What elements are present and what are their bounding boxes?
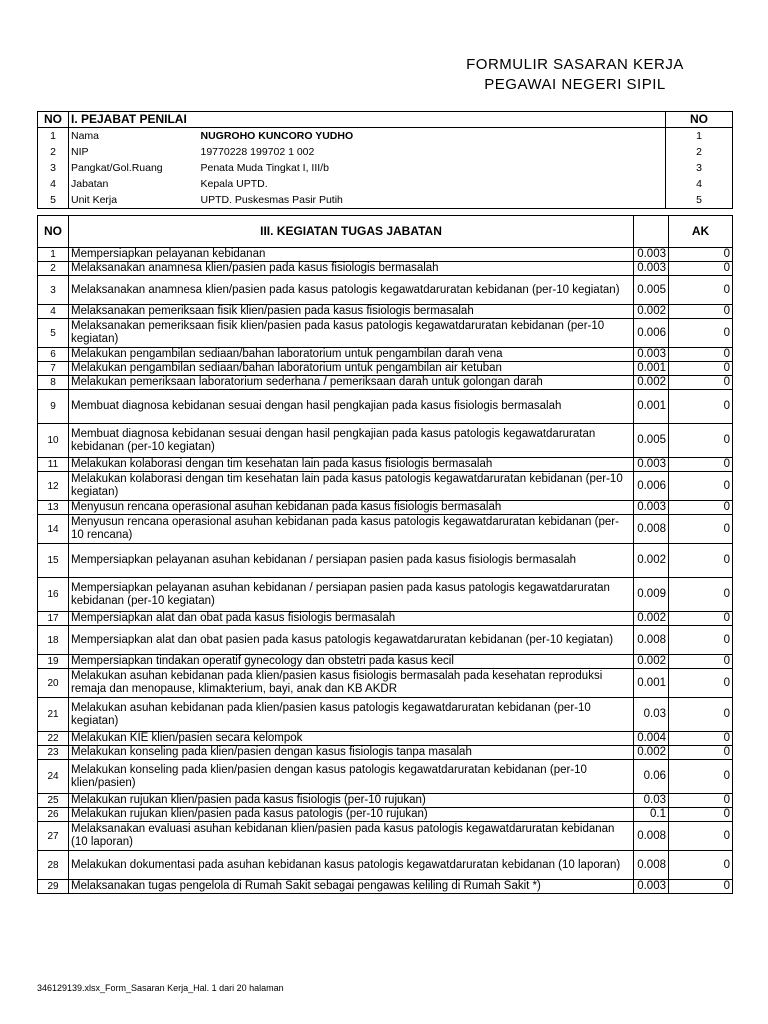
row-no: 21 xyxy=(38,698,69,732)
activity-text: Melakukan asuhan kebidanan pada klien/pasien kasus fisiologis bermasalah pada kesehatan reproduksi remaja dan menopause, klimakterium, bayi, anak dan KB AKDR xyxy=(69,669,634,698)
activity-text: Melaksanakan evaluasi asuhan kebidanan klien/pasien pada kasus patologis kegawatdaruratan kebidanan (10 laporan) xyxy=(69,822,634,851)
table-row xyxy=(38,544,733,578)
ak-total: 0 xyxy=(669,880,733,894)
no-header: NO xyxy=(38,112,69,128)
activity-text: Melakukan kolaborasi dengan tim kesehatan lain pada kasus patologis kegawatdaruratan kebidanan (per-10 kegiatan) xyxy=(69,472,634,501)
table-row xyxy=(38,390,733,424)
row-no: 9 xyxy=(38,390,69,424)
table-row xyxy=(38,144,733,160)
table-row xyxy=(38,880,733,894)
table-row xyxy=(38,262,733,276)
field-value: 19770228 199702 1 002 xyxy=(199,144,666,160)
table-row xyxy=(38,276,733,305)
row-no: 4 xyxy=(38,305,69,319)
table-row xyxy=(38,655,733,669)
ak-total: 0 xyxy=(669,626,733,655)
row-no-right: 3 xyxy=(666,160,733,176)
row-no-right: 1 xyxy=(666,128,733,145)
section-heading: I. PEJABAT PENILAI xyxy=(69,112,666,128)
activity-text: Melaksanakan anamnesa klien/pasien pada kasus patologis kegawatdaruratan kebidanan (per-10 kegiatan) xyxy=(69,276,634,305)
form-title-line1: FORMULIR SASARAN KERJA xyxy=(466,56,684,73)
table-row xyxy=(38,305,733,319)
ak-total: 0 xyxy=(669,458,733,472)
row-no: 3 xyxy=(38,160,69,176)
field-label: Jabatan xyxy=(69,176,199,192)
activity-text: Mempersiapkan pelayanan kebidanan xyxy=(69,248,634,262)
field-label: NIP xyxy=(69,144,199,160)
table-row xyxy=(38,376,733,390)
ak-total: 0 xyxy=(669,248,733,262)
ak-total: 0 xyxy=(669,732,733,746)
ak-total: 0 xyxy=(669,808,733,822)
ak-total: 0 xyxy=(669,501,733,515)
row-no-right: 5 xyxy=(666,192,733,209)
ak-total: 0 xyxy=(669,348,733,362)
no-header-right: NO xyxy=(666,112,733,128)
table-row xyxy=(38,698,733,732)
table-row xyxy=(38,822,733,851)
activity-text: Melakukan pengambilan sediaan/bahan laboratorium untuk pengambilan air ketuban xyxy=(69,362,634,376)
row-no: 22 xyxy=(38,732,69,746)
activity-text: Melaksanakan tugas pengelola di Rumah Sakit sebagai pengawas keliling di Rumah Sakit *) xyxy=(69,880,634,894)
kegiatan-header-row xyxy=(38,216,733,248)
activity-text: Melakukan KIE klien/pasien secara kelompok xyxy=(69,732,634,746)
ak-total: 0 xyxy=(669,515,733,544)
ak-total: 0 xyxy=(669,822,733,851)
row-no: 27 xyxy=(38,822,69,851)
activity-text: Melakukan rujukan klien/pasien pada kasus patologis (per-10 rujukan) xyxy=(69,808,634,822)
row-no: 15 xyxy=(38,544,69,578)
ak-total: 0 xyxy=(669,669,733,698)
ak-value: 0.002 xyxy=(634,376,669,390)
table-row xyxy=(38,746,733,760)
ak-value: 0.002 xyxy=(634,305,669,319)
pejabat-header-row xyxy=(38,112,733,128)
ak-value: 0.1 xyxy=(634,808,669,822)
row-no: 2 xyxy=(38,262,69,276)
ak-value: 0.003 xyxy=(634,262,669,276)
header-spacer xyxy=(634,216,669,248)
row-no: 25 xyxy=(38,794,69,808)
ak-value: 0.003 xyxy=(634,248,669,262)
row-no: 5 xyxy=(38,319,69,348)
ak-value: 0.06 xyxy=(634,760,669,794)
activity-text: Mempersiapkan alat dan obat pada kasus fisiologis bermasalah xyxy=(69,612,634,626)
table-row xyxy=(38,501,733,515)
field-label: Pangkat/Gol.Ruang xyxy=(69,160,199,176)
ak-value: 0.002 xyxy=(634,544,669,578)
table-row xyxy=(38,248,733,262)
ak-value: 0.002 xyxy=(634,612,669,626)
ak-value: 0.001 xyxy=(634,669,669,698)
ak-value: 0.006 xyxy=(634,472,669,501)
row-no: 8 xyxy=(38,376,69,390)
row-no: 23 xyxy=(38,746,69,760)
ak-value: 0.005 xyxy=(634,276,669,305)
ak-value: 0.03 xyxy=(634,794,669,808)
ak-value: 0.008 xyxy=(634,626,669,655)
ak-total: 0 xyxy=(669,612,733,626)
activity-text: Menyusun rencana operasional asuhan kebidanan pada kasus fisiologis bermasalah xyxy=(69,501,634,515)
table-row xyxy=(38,319,733,348)
ak-total: 0 xyxy=(669,578,733,612)
ak-value: 0.008 xyxy=(634,822,669,851)
table-row xyxy=(38,612,733,626)
ak-total: 0 xyxy=(669,655,733,669)
activity-text: Membuat diagnosa kebidanan sesuai dengan hasil pengkajian pada kasus fisiologis bermasalah xyxy=(69,390,634,424)
activity-text: Membuat diagnosa kebidanan sesuai dengan hasil pengkajian pada kasus patologis kegawatdaruratan kebidanan (per-10 kegiatan) xyxy=(69,424,634,458)
row-no: 1 xyxy=(38,248,69,262)
table-row xyxy=(38,760,733,794)
table-row xyxy=(38,348,733,362)
ak-total: 0 xyxy=(669,698,733,732)
ak-total: 0 xyxy=(669,544,733,578)
ak-value: 0.006 xyxy=(634,319,669,348)
ak-total: 0 xyxy=(669,760,733,794)
activity-text: Melakukan pemeriksaan laboratorium sederhana / pemeriksaan darah untuk golongan darah xyxy=(69,376,634,390)
table-row xyxy=(38,851,733,880)
ak-value: 0.004 xyxy=(634,732,669,746)
row-no: 10 xyxy=(38,424,69,458)
row-no: 4 xyxy=(38,176,69,192)
row-no: 12 xyxy=(38,472,69,501)
ak-value: 0.03 xyxy=(634,698,669,732)
row-no: 26 xyxy=(38,808,69,822)
table-row xyxy=(38,794,733,808)
activity-text: Melakukan asuhan kebidanan pada klien/pasien kasus patologis kegawatdaruratan kebidanan (per-10 kegiatan) xyxy=(69,698,634,732)
ak-value: 0.005 xyxy=(634,424,669,458)
activity-text: Mempersiapkan alat dan obat pasien pada kasus patologis kegawatdaruratan kebidanan (per-10 kegiatan) xyxy=(69,626,634,655)
kegiatan-tugas-table xyxy=(37,215,733,894)
table-row xyxy=(38,732,733,746)
row-no: 7 xyxy=(38,362,69,376)
activity-text: Melakukan konseling pada klien/pasien dengan kasus patologis kegawatdaruratan kebidanan (per-10 klien/pasien) xyxy=(69,760,634,794)
activity-text: Melakukan rujukan klien/pasien pada kasus fisiologis (per-10 rujukan) xyxy=(69,794,634,808)
row-no: 14 xyxy=(38,515,69,544)
row-no: 11 xyxy=(38,458,69,472)
row-no: 29 xyxy=(38,880,69,894)
row-no: 19 xyxy=(38,655,69,669)
table-row xyxy=(38,362,733,376)
table-row xyxy=(38,458,733,472)
ak-total: 0 xyxy=(669,390,733,424)
activity-text: Melakukan konseling pada klien/pasien dengan kasus fisiologis tanpa masalah xyxy=(69,746,634,760)
row-no: 3 xyxy=(38,276,69,305)
row-no-right: 4 xyxy=(666,176,733,192)
ak-total: 0 xyxy=(669,276,733,305)
ak-total: 0 xyxy=(669,362,733,376)
form-title-line2: PEGAWAI NEGERI SIPIL xyxy=(484,76,666,93)
ak-value: 0.001 xyxy=(634,390,669,424)
ak-value: 0.009 xyxy=(634,578,669,612)
ak-value: 0.001 xyxy=(634,362,669,376)
ak-total: 0 xyxy=(669,376,733,390)
ak-value: 0.002 xyxy=(634,746,669,760)
pejabat-penilai-table xyxy=(37,111,733,209)
ak-total: 0 xyxy=(669,319,733,348)
table-row xyxy=(38,515,733,544)
table-row xyxy=(38,578,733,612)
field-label: Nama xyxy=(69,128,199,145)
row-no-right: 2 xyxy=(666,144,733,160)
ak-value: 0.008 xyxy=(634,515,669,544)
row-no: 5 xyxy=(38,192,69,209)
activity-text: Mempersiapkan pelayanan asuhan kebidanan / persiapan pasien pada kasus fisiologis bermasalah xyxy=(69,544,634,578)
table-row xyxy=(38,128,733,145)
table-row xyxy=(38,160,733,176)
ak-total: 0 xyxy=(669,472,733,501)
activity-text: Melaksanakan pemeriksaan fisik klien/pasien pada kasus fisiologis bermasalah xyxy=(69,305,634,319)
row-no: 16 xyxy=(38,578,69,612)
activity-text: Melaksanakan anamnesa klien/pasien pada kasus fisiologis bermasalah xyxy=(69,262,634,276)
row-no: 28 xyxy=(38,851,69,880)
ak-total: 0 xyxy=(669,746,733,760)
field-label: Unit Kerja xyxy=(69,192,199,209)
row-no: 6 xyxy=(38,348,69,362)
table-row xyxy=(38,176,733,192)
ak-total: 0 xyxy=(669,424,733,458)
no-header: NO xyxy=(38,216,69,248)
section-heading: III. KEGIATAN TUGAS JABATAN xyxy=(69,216,634,248)
activity-text: Melakukan dokumentasi pada asuhan kebidanan kasus patologis kegawatdaruratan kebidanan (10 laporan) xyxy=(69,851,634,880)
row-no: 20 xyxy=(38,669,69,698)
row-no: 2 xyxy=(38,144,69,160)
table-row xyxy=(38,472,733,501)
field-value: NUGROHO KUNCORO YUDHO xyxy=(199,128,666,145)
activity-text: Menyusun rencana operasional asuhan kebidanan pada kasus patologis kegawatdaruratan kebidanan (per-10 rencana) xyxy=(69,515,634,544)
row-no: 1 xyxy=(38,128,69,145)
field-value: UPTD. Puskesmas Pasir Putih xyxy=(199,192,666,209)
ak-total: 0 xyxy=(669,305,733,319)
field-value: Penata Muda Tingkat I, III/b xyxy=(199,160,666,176)
table-row xyxy=(38,424,733,458)
activity-text: Melakukan kolaborasi dengan tim kesehatan lain pada kasus fisiologis bermasalah xyxy=(69,458,634,472)
row-no: 13 xyxy=(38,501,69,515)
table-row xyxy=(38,192,733,209)
ak-total: 0 xyxy=(669,262,733,276)
activity-text: Mempersiapkan pelayanan asuhan kebidanan / persiapan pasien pada kasus patologis kegawatdaruratan kebidanan (per-10 kegiatan) xyxy=(69,578,634,612)
activity-text: Melaksanakan pemeriksaan fisik klien/pasien pada kasus patologis kegawatdaruratan kebidanan (per-10 kegiatan) xyxy=(69,319,634,348)
ak-value: 0.008 xyxy=(634,851,669,880)
ak-total: 0 xyxy=(669,851,733,880)
table-row xyxy=(38,626,733,655)
row-no: 17 xyxy=(38,612,69,626)
ak-value: 0.003 xyxy=(634,458,669,472)
ak-header: AK xyxy=(669,216,733,248)
table-row xyxy=(38,808,733,822)
page-footer: 346129139.xlsx_Form_Sasaran Kerja_Hal. 1 dari 20 halaman xyxy=(37,983,284,993)
ak-value: 0.002 xyxy=(634,655,669,669)
ak-value: 0.003 xyxy=(634,501,669,515)
form-title xyxy=(440,55,710,95)
row-no: 18 xyxy=(38,626,69,655)
activity-text: Mempersiapkan tindakan operatif gynecology dan obstetri pada kasus kecil xyxy=(69,655,634,669)
table-row xyxy=(38,669,733,698)
field-value: Kepala UPTD. xyxy=(199,176,666,192)
ak-value: 0.003 xyxy=(634,880,669,894)
activity-text: Melakukan pengambilan sediaan/bahan laboratorium untuk pengambilan darah vena xyxy=(69,348,634,362)
row-no: 24 xyxy=(38,760,69,794)
ak-total: 0 xyxy=(669,794,733,808)
kegiatan-body xyxy=(38,248,733,894)
ak-value: 0.003 xyxy=(634,348,669,362)
